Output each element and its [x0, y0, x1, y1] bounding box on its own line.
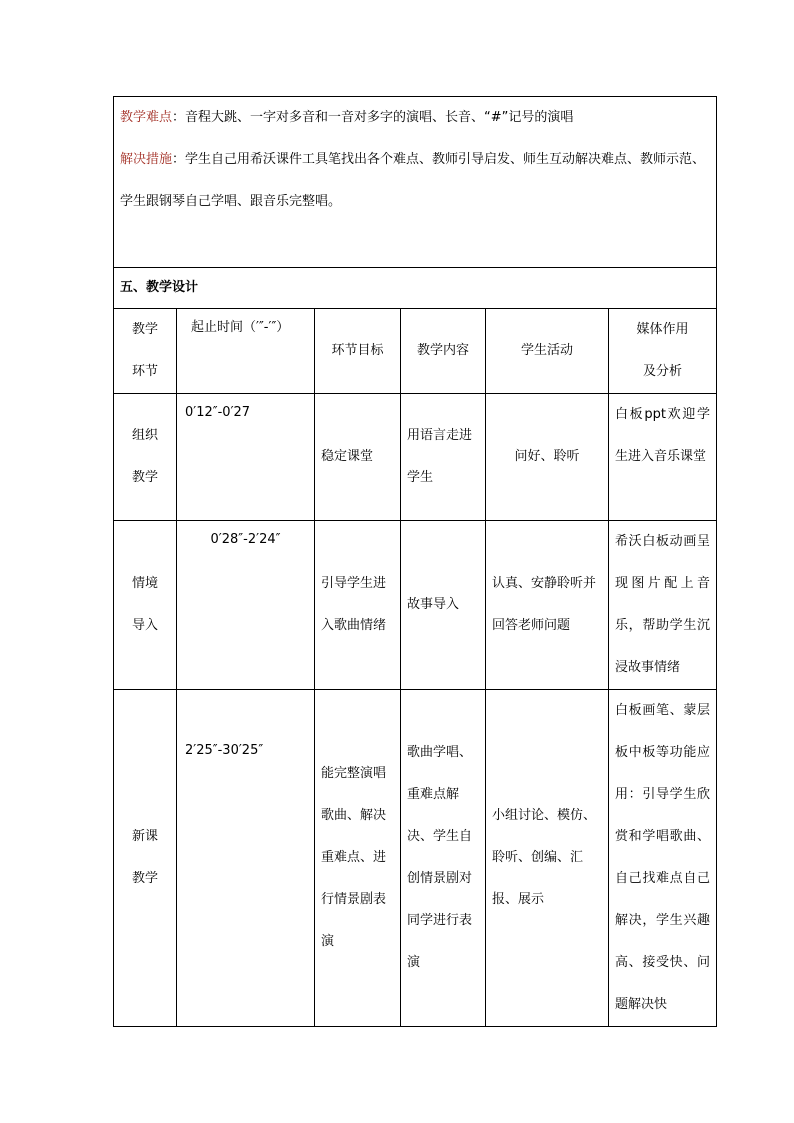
row2-media: 希沃白板动画呈现图片配上音乐，帮助学生沉浸故事情绪: [609, 521, 717, 690]
header-stage: [114, 309, 177, 394]
difficulty-label: 教学难点: [120, 110, 173, 125]
row3-content: 歌曲学唱、重难点解决、学生自创情景剧对同学进行表演: [401, 690, 486, 1027]
row1-media: 白板ppt欢迎学生进入音乐课堂: [609, 394, 717, 521]
table-header-row: [114, 309, 717, 394]
row1-content: 用语言走进学生: [401, 394, 486, 521]
row2-stage-line1: 情境: [131, 576, 158, 591]
row3-time: 2′25″-30′25″: [177, 690, 315, 1027]
header-media: [609, 309, 717, 394]
header-time: 起止时间（′″-′″）: [177, 309, 315, 394]
solution-paragraph: [120, 139, 710, 223]
row1-stage-line1: 组织: [131, 428, 158, 443]
row1-stage: [114, 394, 177, 521]
row3-activity: 小组讨论、模仿、聆听、创编、汇报、展示: [486, 690, 609, 1027]
header-stage-line1: 教学: [131, 322, 158, 337]
row2-stage: [114, 521, 177, 690]
section-title: 五、教学设计: [114, 268, 717, 309]
table-row: [114, 394, 717, 521]
row3-media: 白板画笔、蒙层板中板等功能应用：引导学生欣赏和学唱歌曲、自己找难点自己解决，学生兴趣高、接受快、问题解决快: [609, 690, 717, 1027]
row2-time: 0′28″-2′24″: [177, 521, 315, 690]
row3-stage: [114, 690, 177, 1027]
row1-activity: 问好、聆听: [486, 394, 609, 521]
row1-stage-line2: 教学: [131, 470, 158, 485]
header-content: 教学内容: [401, 309, 486, 394]
intro-row: [114, 97, 717, 268]
row3-stage-line2: 教学: [131, 871, 158, 886]
lesson-plan-table: [113, 96, 717, 1027]
header-stage-line2: 环节: [131, 364, 158, 379]
row2-content: 故事导入: [401, 521, 486, 690]
header-goal: 环节目标: [315, 309, 401, 394]
row1-time: 0′12″-0′27: [177, 394, 315, 521]
difficulty-paragraph: [120, 97, 710, 139]
section-title-row: [114, 268, 717, 309]
table-row: [114, 521, 717, 690]
difficulty-text: ：音程大跳、一字对多音和一音对多字的演唱、长音、“#”记号的演唱: [172, 110, 574, 125]
row2-activity: 认真、安静聆听并回答老师问题: [486, 521, 609, 690]
row2-stage-line2: 导入: [131, 618, 158, 633]
header-activity: 学生活动: [486, 309, 609, 394]
header-media-line2: 及分析: [643, 364, 683, 379]
row2-goal: 引导学生进入歌曲情绪: [315, 521, 401, 690]
solution-text: ：学生自己用希沃课件工具笔找出各个难点、教师引导启发、师生互动解决难点、教师示范、学生跟钢琴自己学唱、跟音乐完整唱。: [120, 152, 706, 209]
intro-cell: [114, 97, 717, 268]
solution-label: 解决措施: [120, 152, 173, 167]
row3-stage-line1: 新课: [131, 829, 158, 844]
header-media-line1: 媒体作用: [636, 322, 689, 337]
table-row: [114, 690, 717, 1027]
row1-goal: 稳定课堂: [315, 394, 401, 521]
row3-goal: 能完整演唱歌曲、解决重难点、进行情景剧表演: [315, 690, 401, 1027]
